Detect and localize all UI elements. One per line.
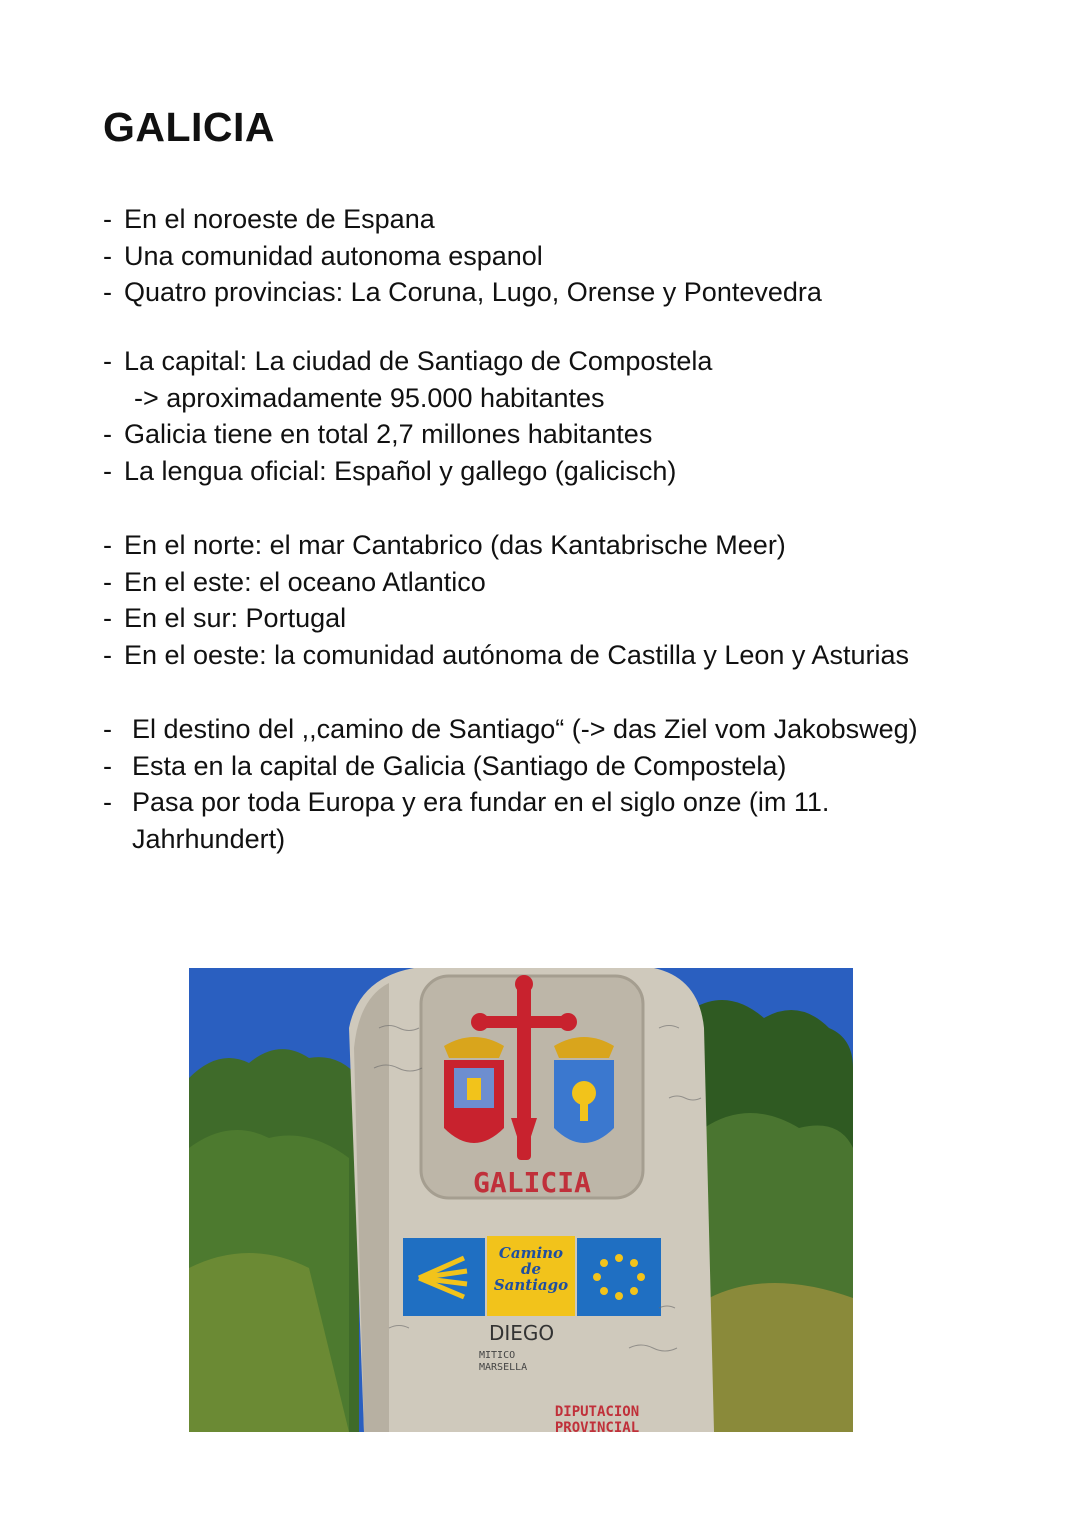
list-item: - En el sur: Portugal bbox=[103, 603, 347, 634]
tile-shell bbox=[403, 1238, 485, 1316]
bullet-group-borders bbox=[103, 527, 909, 674]
tile-eu-flag bbox=[577, 1238, 661, 1316]
bullet-group-camino bbox=[103, 711, 918, 858]
list-item: - La capital: La ciudad de Santiago de Compostela bbox=[103, 346, 713, 376]
list-item: - En el oeste: la comunidad autónoma de Castilla y Leon y Asturias bbox=[103, 640, 909, 671]
bullet-group-location bbox=[103, 201, 822, 311]
list-item: - En el norte: el mar Cantabrico (das Kantabrische Meer) bbox=[103, 530, 786, 560]
list-item: - Quatro provincias: La Coruna, Lugo, Orense y Pontevedra bbox=[103, 277, 822, 308]
graffiti: DIEGO bbox=[489, 1321, 555, 1345]
coat-of-arms-right-icon bbox=[554, 1037, 614, 1143]
svg-text:Camino: Camino bbox=[498, 1244, 564, 1262]
svg-text:PROVINCIAL: PROVINCIAL bbox=[554, 1420, 640, 1432]
coat-of-arms-left-icon bbox=[444, 1037, 504, 1143]
list-item: - Esta en la capital de Galicia (Santiago de Compostela) bbox=[103, 750, 787, 781]
svg-text:MARSELLA: MARSELLA bbox=[479, 1362, 528, 1373]
list-item: - Galicia tiene en total 2,7 millones habitantes bbox=[103, 419, 653, 450]
list-item: - Pasa por toda Europa y era fundar en el siglo onze (im 11. bbox=[103, 787, 830, 818]
page-title: GALICIA bbox=[103, 104, 276, 150]
svg-text:Santiago: Santiago bbox=[493, 1276, 569, 1294]
svg-text:MITICO: MITICO bbox=[479, 1350, 516, 1361]
svg-text:de: de bbox=[520, 1260, 542, 1278]
stone-title: GALICIA bbox=[472, 1166, 592, 1199]
list-item: - La lengua oficial: Español y gallego (galicisch) bbox=[103, 456, 677, 487]
list-item: - Una comunidad autonoma espanol bbox=[103, 240, 543, 271]
diputacion-label: DIPUTACION bbox=[554, 1404, 640, 1420]
bullet-group-capital bbox=[103, 343, 712, 490]
milestone-illustration bbox=[189, 968, 853, 1432]
list-item: - En el noroeste de Espana bbox=[103, 204, 435, 234]
camino-milestone-photo bbox=[189, 968, 853, 1432]
list-item: - En el este: el oceano Atlantico bbox=[103, 566, 486, 597]
list-item-continuation: Jahrhundert) bbox=[132, 824, 286, 855]
list-item-sub: -> aproximadamente 95.000 habitantes bbox=[134, 382, 605, 413]
list-item: - El destino del ,,camino de Santiago“ (-> das Ziel vom Jakobsweg) bbox=[103, 714, 918, 744]
